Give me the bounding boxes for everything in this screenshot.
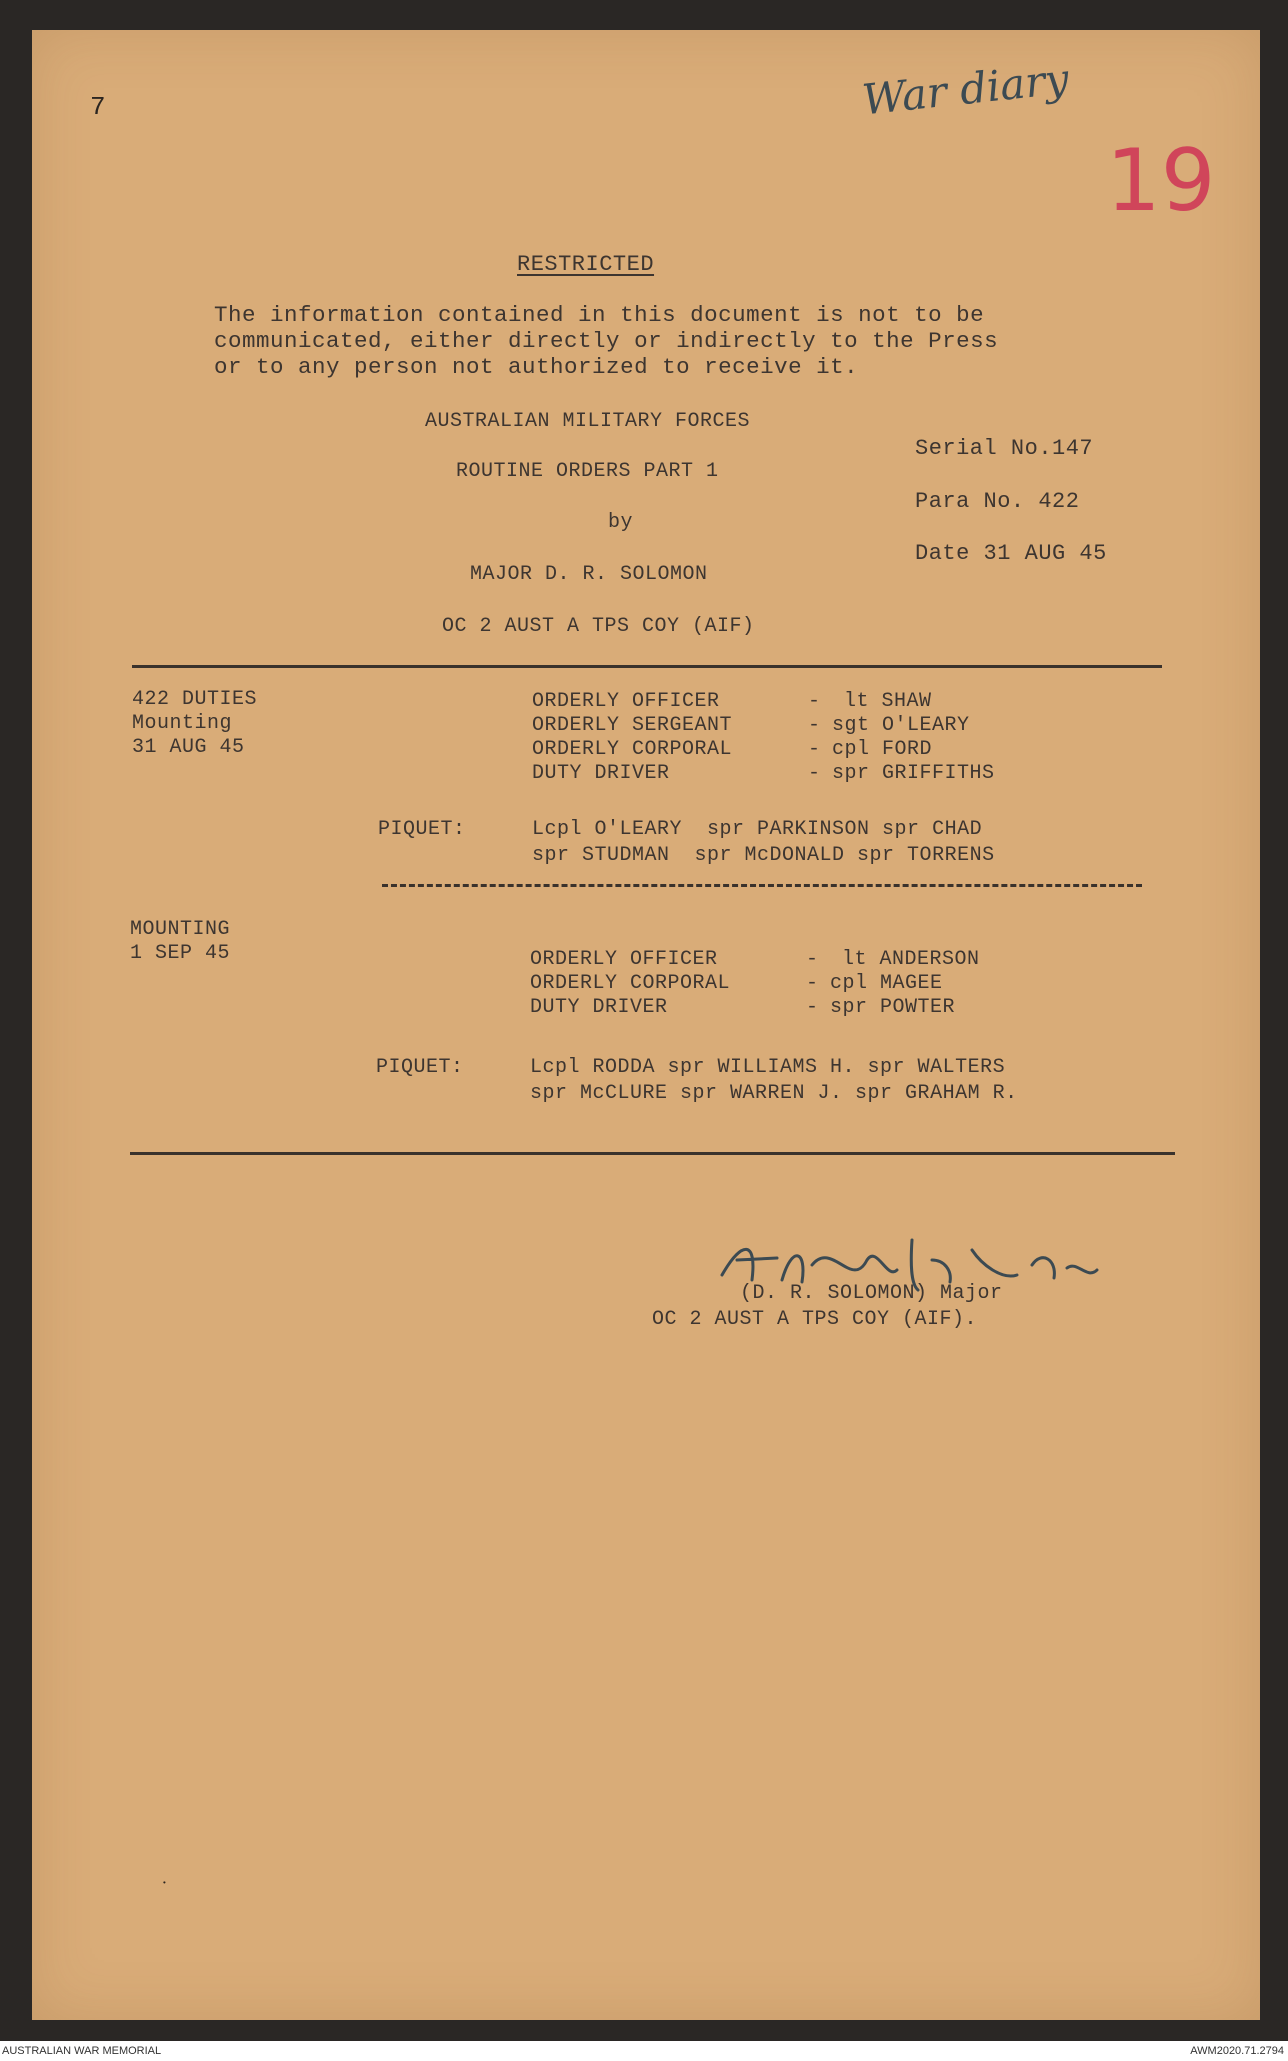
duty-role: ORDERLY CORPORAL [532, 738, 733, 761]
piquet-line: spr McCLURE spr WARREN J. spr GRAHAM R. [530, 1082, 1018, 1105]
duty-name: lt SHAW [844, 690, 932, 713]
svg-text:War diary: War diary [859, 54, 1072, 125]
para-heading: 422 DUTIES [132, 688, 258, 711]
duty-name: spr GRIFFITHS [832, 762, 995, 785]
pencil-tick: ׅ [156, 1856, 157, 1887]
duty-name: cpl FORD [832, 738, 933, 761]
duty-role: ORDERLY CORPORAL [530, 972, 731, 995]
duty-role: DUTY DRIVER [530, 996, 668, 1019]
header-divider [132, 665, 1162, 668]
para-number: Para No. 422 [915, 489, 1080, 514]
by-label: by [608, 511, 634, 534]
duty-dash: - [806, 972, 819, 995]
footer-divider [130, 1152, 1175, 1155]
mounting-label: MOUNTING [130, 918, 231, 941]
duty-dash: - [808, 762, 821, 785]
piquet-line: Lcpl RODDA spr WILLIAMS H. spr WALTERS [530, 1056, 1006, 1079]
corner-pencil-mark: 7 [90, 92, 107, 122]
war-diary-handwriting [832, 44, 1132, 134]
piquet-label: PIQUET: [378, 818, 466, 841]
order-date: Date 31 AUG 45 [915, 541, 1107, 566]
svg-text:19: 19 [1106, 131, 1216, 231]
signatory-unit: OC 2 AUST A TPS COY (AIF). [652, 1308, 978, 1331]
mounting-label: Mounting [132, 712, 233, 735]
duty-dash: - [808, 690, 821, 713]
folio-number-red [1102, 120, 1216, 240]
piquet-line: Lcpl O'LEARY spr PARKINSON spr CHAD [532, 818, 983, 841]
serial-number: Serial No.147 [915, 436, 1094, 461]
document-page [32, 30, 1260, 2020]
duty-role: DUTY DRIVER [532, 762, 670, 785]
duty-dash: - [808, 738, 821, 761]
duty-name: sgt O'LEARY [832, 714, 970, 737]
duty-role: ORDERLY SERGEANT [532, 714, 733, 737]
piquet-label: PIQUET: [376, 1056, 464, 1079]
mounting-date: 1 SEP 45 [130, 942, 231, 965]
notice-line: The information contained in this document is not to be [214, 302, 985, 328]
duty-role: ORDERLY OFFICER [530, 948, 718, 971]
duty-dash: - [806, 948, 819, 971]
section-divider-dashed [382, 884, 1142, 887]
issuing-unit: OC 2 AUST A TPS COY (AIF) [442, 615, 755, 638]
duty-name: spr POWTER [830, 996, 956, 1019]
duty-name: lt ANDERSON [842, 948, 980, 971]
duty-name: cpl MAGEE [830, 972, 943, 995]
footer-source: AUSTRALIAN WAR MEMORIAL [2, 2045, 162, 2057]
duty-dash: - [808, 714, 821, 737]
order-title: ROUTINE ORDERS PART 1 [456, 460, 719, 483]
issuing-officer: MAJOR D. R. SOLOMON [470, 563, 708, 586]
organization-name: AUSTRALIAN MILITARY FORCES [425, 410, 751, 433]
footer-accession: AWM2020.71.2794 [1190, 2045, 1284, 2057]
notice-line: or to any person not authorized to receive it. [214, 354, 859, 380]
signatory-name: (D. R. SOLOMON) Major [740, 1282, 1003, 1305]
duty-dash: - [806, 996, 819, 1019]
duty-role: ORDERLY OFFICER [532, 690, 720, 713]
notice-line: communicated, either directly or indirectly to the Press [214, 328, 999, 354]
mounting-date: 31 AUG 45 [132, 736, 245, 759]
classification-heading: RESTRICTED [517, 252, 655, 277]
piquet-line: spr STUDMAN spr McDONALD spr TORRENS [532, 844, 995, 867]
